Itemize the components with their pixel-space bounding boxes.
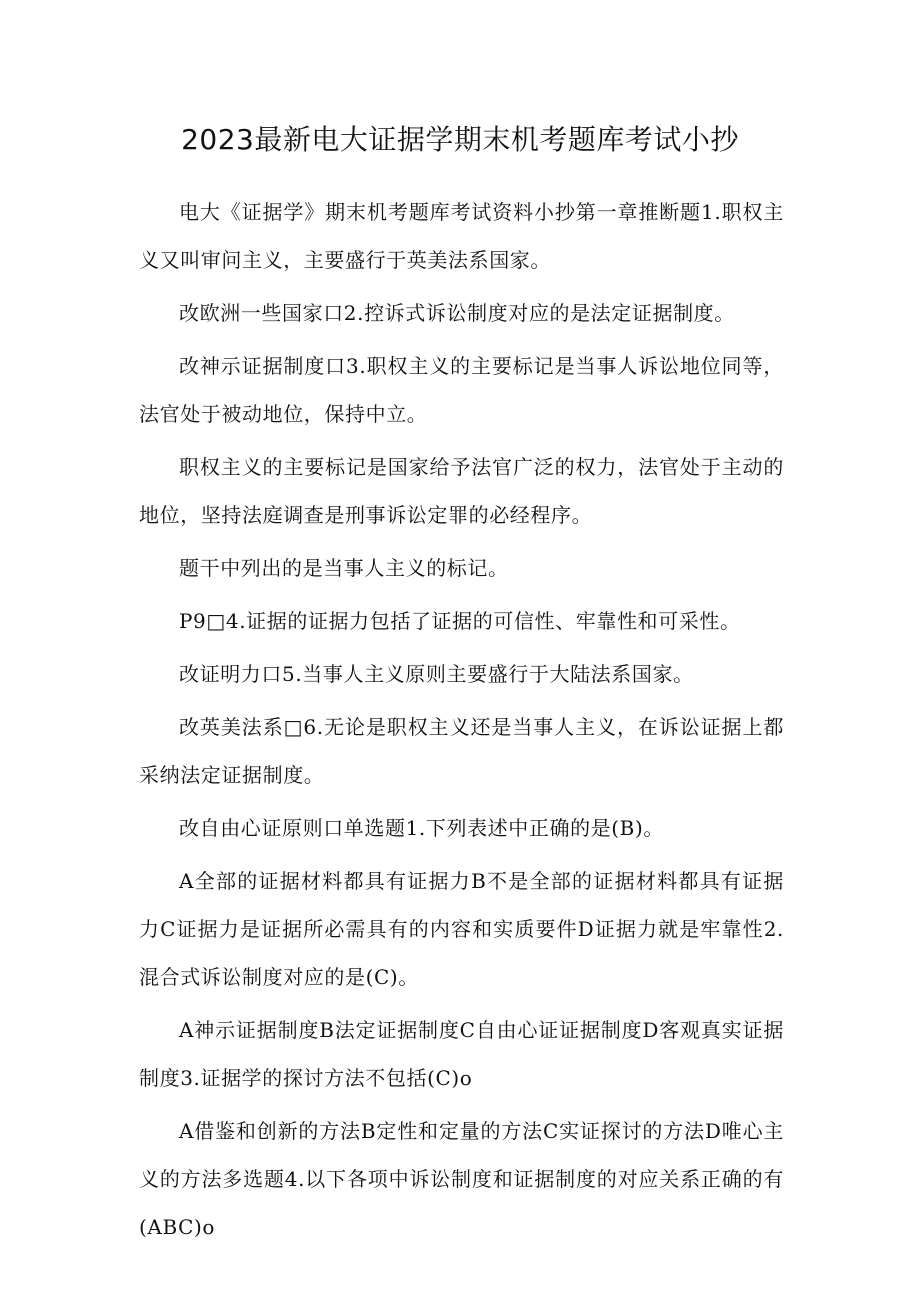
paragraph: 改欧洲一些国家口2.控诉式诉讼制度对应的是法定证据制度。 [179, 301, 735, 325]
paragraph: 电大《证据学》期末机考题库考试资料小抄第一章推断题1.职权主义又叫审问主义，主要盛行于英美法系国家。 [139, 200, 784, 272]
paragraph: 改神示证据制度口3.职权主义的主要标记是当事人诉讼地位同等，法官处于被动地位，保持中立。 [139, 354, 784, 426]
paragraph: 改英美法系□6.无论是职权主义还是当事人主义，在诉讼证据上都采纳法定证据制度。 [139, 715, 784, 787]
paragraph: P9□4.证据的证据力包括了证据的可信性、牢靠性和可采性。 [179, 609, 741, 633]
document-title: 2023最新电大证据学期末机考题库考试小抄 [181, 123, 739, 156]
paragraph: 职权主义的主要标记是国家给予法官广泛的权力，法官处于主动的地位，坚持法庭调查是刑事诉讼定罪的必经程序。 [139, 455, 784, 527]
paragraph: 题干中列出的是当事人主义的标记。 [179, 556, 509, 580]
paragraph: 改自由心证原则口单选题1.下列表述中正确的是(B)。 [179, 816, 664, 840]
paragraph: 改证明力口5.当事人主义原则主要盛行于大陆法系国家。 [179, 662, 694, 686]
document-body [139, 188, 784, 1256]
paragraph: A神示证据制度B法定证据制度C自由心证证据制度D客观真实证据制度3.证据学的探讨方法不包括(C)o [139, 1018, 784, 1090]
paragraph: A全部的证据材料都具有证据力B不是全部的证据材料都具有证据力C证据力是证据所必需具有的内容和实质要件D证据力就是牢靠性2.混合式诉讼制度对应的是(C)。 [139, 869, 784, 989]
paragraph: A借鉴和创新的方法B定性和定量的方法C实证探讨的方法D唯心主义的方法多选题4.以下各项中诉讼制度和证据制度的对应关系正确的有(ABC)o [139, 1119, 784, 1239]
